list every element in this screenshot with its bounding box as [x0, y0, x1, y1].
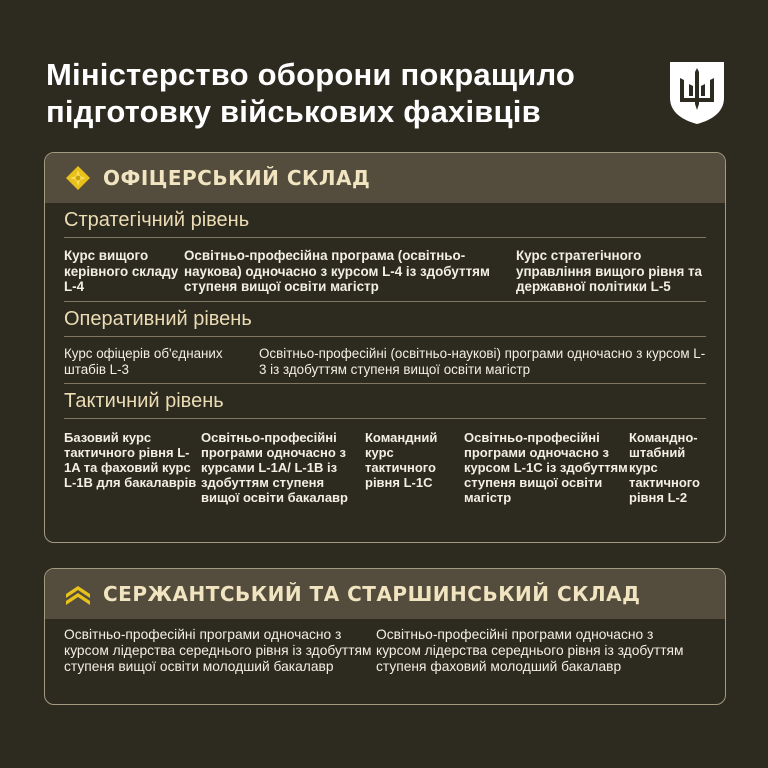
page-title: [46, 56, 646, 130]
operational-row: [45, 337, 725, 383]
officers-header: [45, 153, 725, 203]
list-item: Освітньо-професійні програми одночасно з курсом лідерства середнього рівня із здобуттям ступеня вищої освіти молодший бакалавр: [64, 627, 372, 674]
list-item: Освітньо-професійні програми одночасно з курсом L-1C із здобуттям ступеня вищої освіти магістр: [464, 430, 628, 505]
list-item: Освітньо-професійні програми одночасно з курсом лідерства середнього рівня із здобуттям ступеня фаховий молодший бакалавр: [376, 627, 684, 674]
list-item: Курс стратегічного управління вищого рівня та державної політики L-5: [516, 248, 702, 294]
list-item: Командний курс тактичного рівня L-1C: [365, 430, 438, 490]
officers-heading: ОФІЦЕРСЬКИЙ СКЛАД: [103, 166, 371, 190]
list-item: Освітньо-професійна програма (освітньо-наукова) одночасно з курсом L-4 із здобуттям ступеня вищої освіти магістр: [184, 248, 490, 294]
officers-card: [44, 152, 726, 543]
chevron-rank-icon: [65, 581, 91, 607]
sergeants-card: [44, 568, 726, 705]
sergeants-row: [45, 619, 725, 675]
tactical-row: [45, 419, 725, 505]
list-item: Курс офіцерів об'єднаних штабів L-3: [64, 346, 223, 377]
trident-shield-icon: [668, 60, 726, 126]
level-tactical: Тактичний рівень: [64, 390, 224, 412]
list-item: Курс вищого керівного складу L-4: [64, 248, 179, 294]
title-line-1: Міністерство оборони покращило: [46, 57, 576, 92]
sergeants-heading: СЕРЖАНТСЬКИЙ ТА СТАРШИНСЬКИЙ СКЛАД: [103, 582, 641, 606]
list-item: Командно-штабний курс тактичного рівня L-2: [629, 430, 700, 505]
list-item: Базовий курс тактичного рівня L-1A та фаховий курс L-1B для бакалаврів: [64, 430, 197, 490]
list-item: Освітньо-професійні (освітньо-наукові) програми одночасно з курсом L-3 із здобуттям ступеня вищої освіти магістр: [259, 346, 706, 377]
level-strategic: Стратегічний рівень: [64, 209, 250, 231]
sergeants-header: [45, 569, 725, 619]
title-line-2: підготовку військових фахівців: [46, 94, 541, 129]
star-rank-icon: [65, 165, 91, 191]
strategic-row: [45, 238, 725, 301]
list-item: Освітньо-професійні програми одночасно з курсами L-1A/ L-1B із здобуттям ступеня вищої освіти бакалавр: [201, 430, 348, 505]
level-operational: Оперативний рівень: [64, 308, 252, 330]
